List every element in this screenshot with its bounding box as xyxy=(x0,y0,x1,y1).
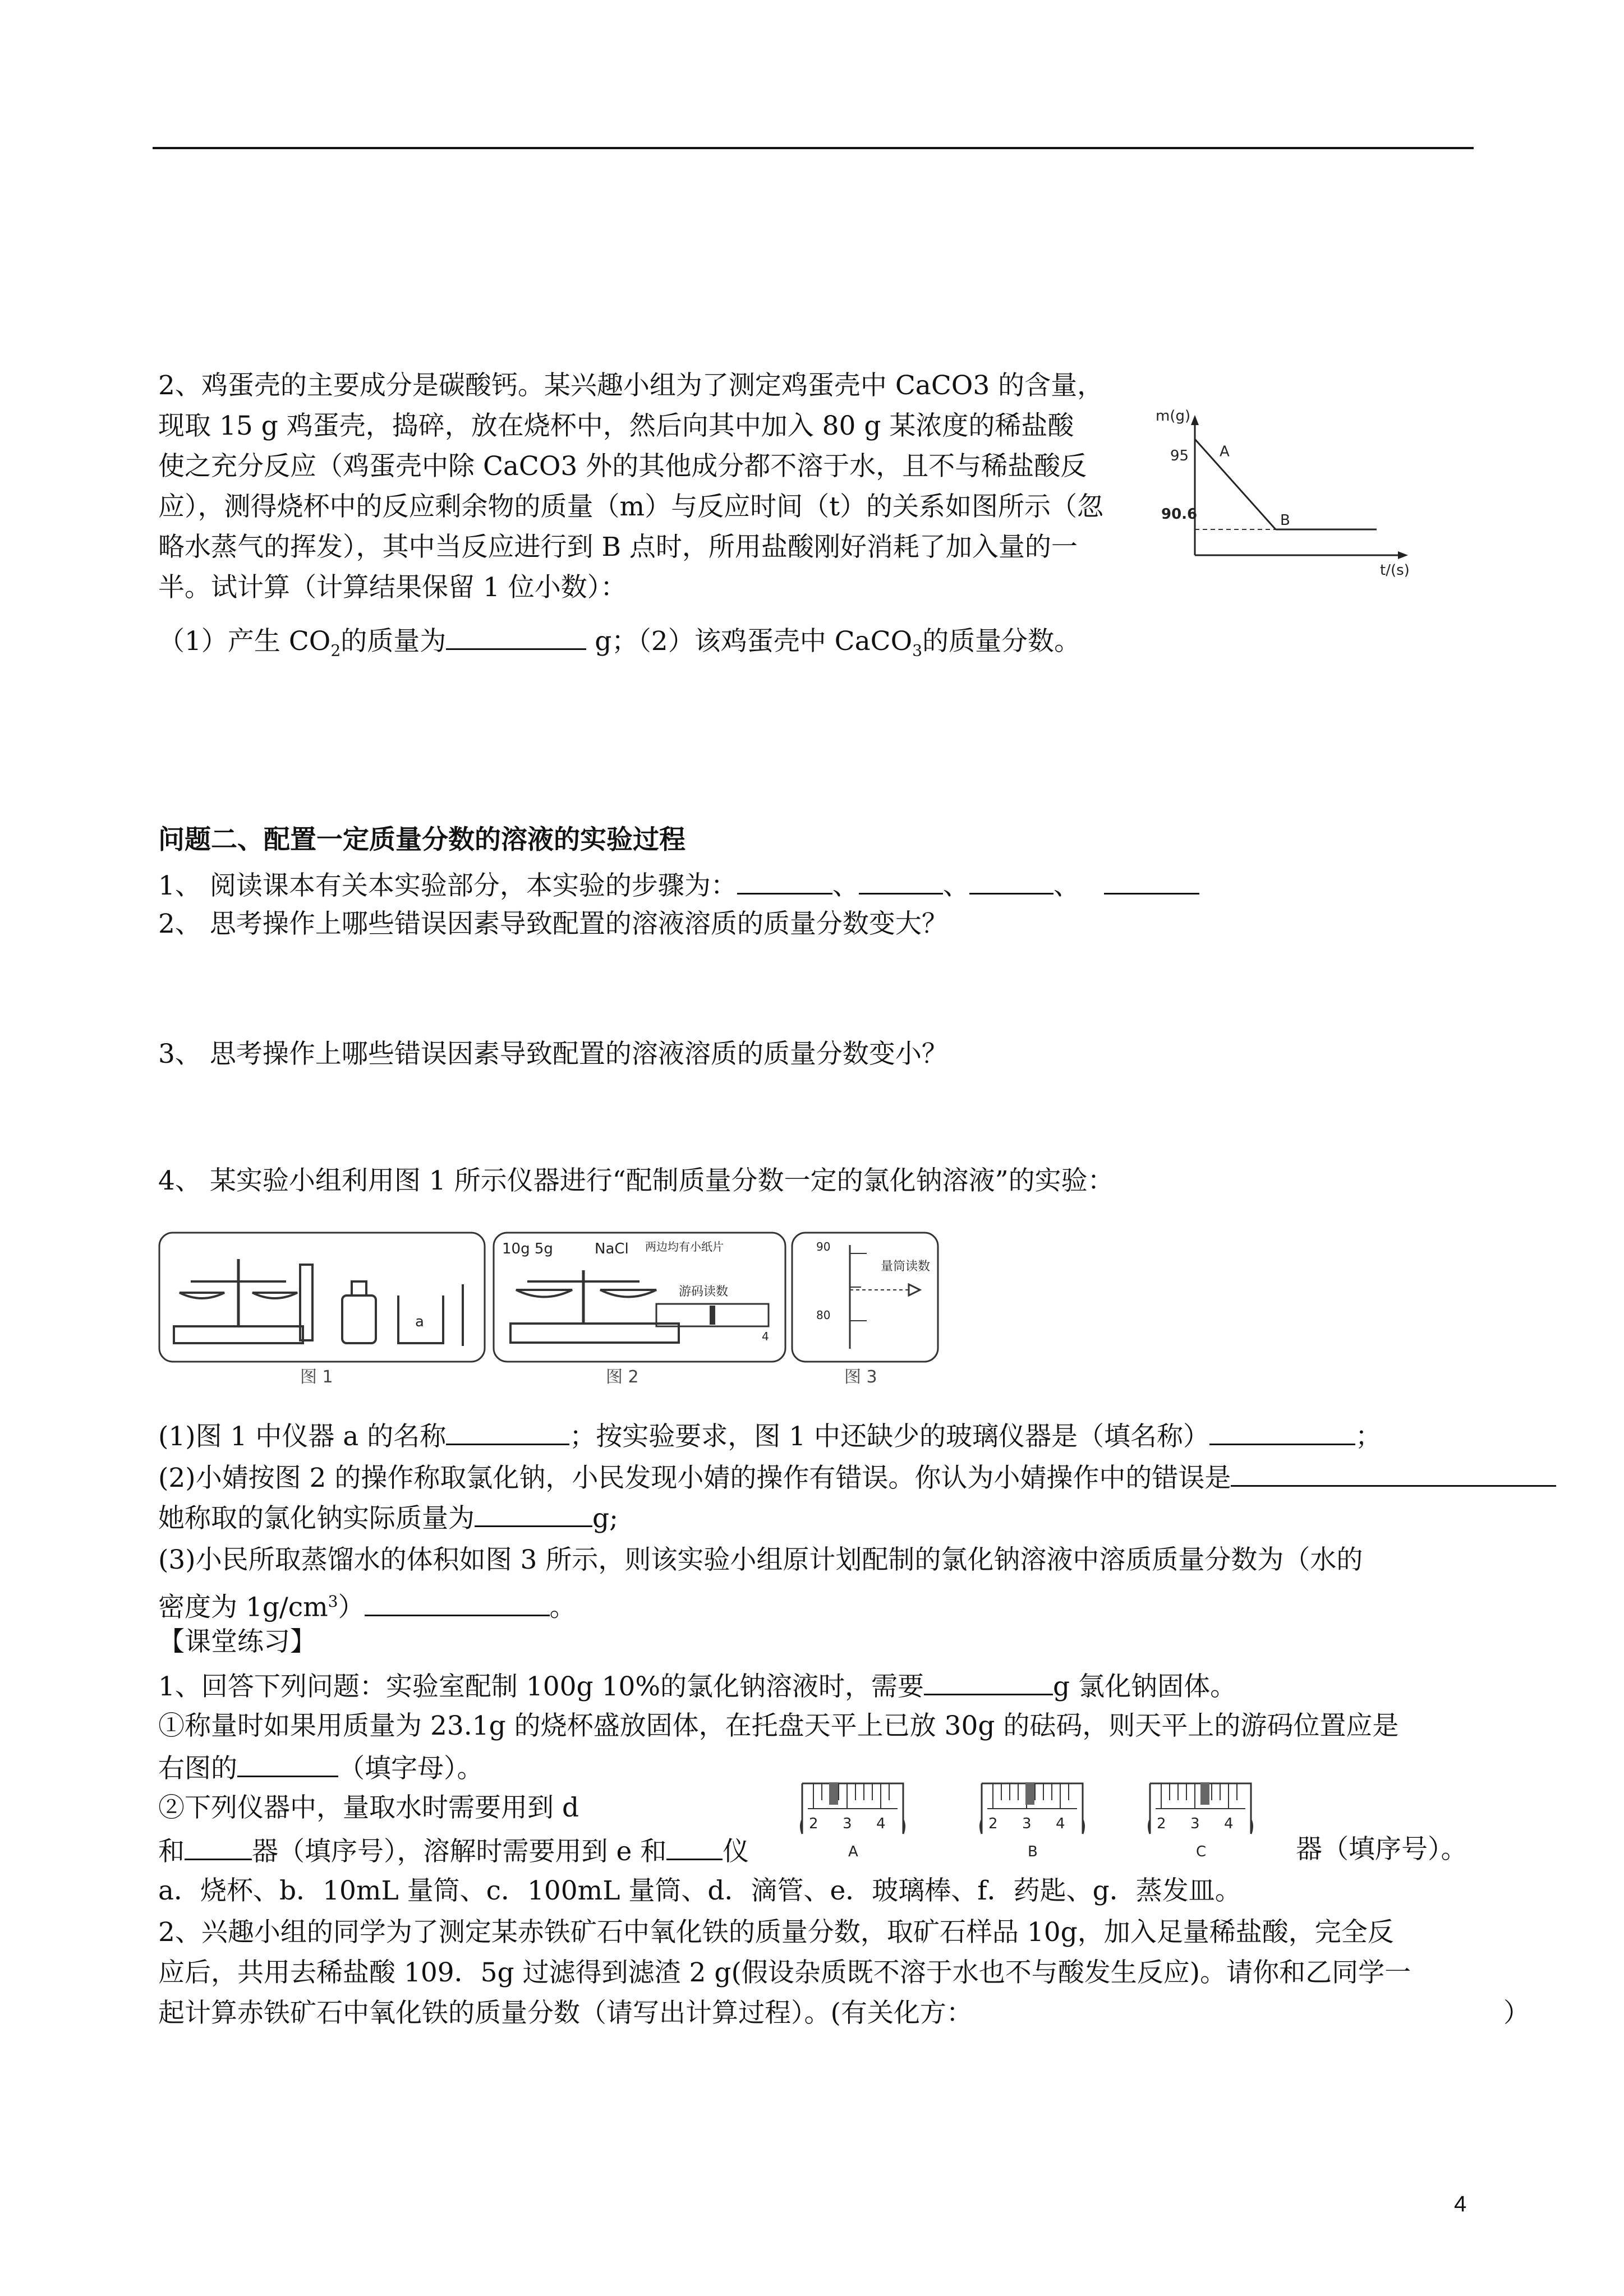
question-larger: 2、 思考操作上哪些错误因素导致配置的溶液溶质的质量分数变大？ xyxy=(158,909,948,939)
error-blank[interactable] xyxy=(1231,1460,1556,1487)
figure-1 xyxy=(159,1233,485,1387)
step-sep-2: 、 xyxy=(942,870,969,901)
practice-rider xyxy=(158,1751,484,1785)
instrument-char: 仪 xyxy=(723,1836,749,1867)
q4-p1-missing: ；按实验要求，图 1 中还缺少的玻璃仪器是（填名称） xyxy=(569,1421,1210,1452)
co2-mass-blank[interactable] xyxy=(446,624,586,650)
measure-instrument-blank[interactable] xyxy=(185,1834,252,1860)
and-label: 和 xyxy=(158,1836,185,1867)
practice-1 xyxy=(158,1669,1236,1703)
y-tick-95: 95 xyxy=(1170,448,1189,464)
figure-3-frame xyxy=(792,1233,938,1362)
weights-label: 10g 5g xyxy=(502,1241,553,1257)
y-axis-arrow xyxy=(1191,415,1199,425)
practice-2-line-2: 应后，共用去稀盐酸 109．5g 过滤得到滤渣 2 g(假设杂质既不溶于水也不与酸发生反应)。请你和乙同学一 xyxy=(158,1957,1411,1988)
eye-arrow-icon xyxy=(909,1284,920,1295)
q4-p3-density: 密度为 1g/cm xyxy=(158,1592,328,1623)
step-blank-3[interactable] xyxy=(969,868,1053,895)
ruler-c-label: C xyxy=(1196,1843,1207,1860)
figure-3 xyxy=(792,1233,938,1387)
q2-line-7 xyxy=(158,624,1080,666)
q2-line-6: 半。试计算（计算结果保留 1 位小数）： xyxy=(158,572,627,603)
nacl-label: NaCl xyxy=(595,1241,629,1257)
step-blank-1[interactable] xyxy=(737,868,832,895)
ruler-c-tick-4: 4 xyxy=(1224,1815,1234,1832)
question-smaller: 3、 思考操作上哪些错误因素导致配置的溶液溶质的质量分数变小？ xyxy=(158,1039,948,1069)
figure-3-caption: 图 3 xyxy=(844,1367,877,1387)
dissolve-instrument-blank[interactable] xyxy=(666,1834,723,1860)
dissolve-prompt: 器（填序号），溶解时需要用到 e 和 xyxy=(252,1836,667,1867)
q2-part2: g；（2）该鸡蛋壳中 CaCO xyxy=(586,626,913,657)
practice-instruments-end: 器（填序号）。 xyxy=(1296,1834,1467,1865)
missing-glassware-blank[interactable] xyxy=(1209,1419,1355,1445)
practice-2-close-paren: ） xyxy=(1503,1998,1530,2028)
balance-base-icon xyxy=(174,1326,303,1343)
practice-instruments: ②下列仪器中，量取水时需要用到 d xyxy=(158,1792,579,1823)
q4-part3b xyxy=(158,1586,576,1624)
ruler-b-tick-4: 4 xyxy=(1056,1815,1065,1832)
q4-p2-unit: g; xyxy=(592,1503,618,1534)
ruler-a-tick-3: 3 xyxy=(843,1815,852,1832)
experiment-intro: 4、 某实验小组利用图 1 所示仪器进行“配制质量分数一定的氯化钠溶液”的实验： xyxy=(158,1165,1114,1196)
page-number: 4 xyxy=(1454,2192,1467,2216)
actual-mass-blank[interactable] xyxy=(475,1501,592,1527)
cylinder-reading-label: 量筒读数 xyxy=(881,1260,931,1274)
ruler-b-tick-3: 3 xyxy=(1022,1815,1032,1832)
rider-reading-label: 游码读数 xyxy=(679,1285,729,1299)
point-a-label: A xyxy=(1220,443,1230,460)
q4-part2 xyxy=(158,1460,1556,1494)
figure-2-caption: 图 2 xyxy=(606,1367,639,1387)
q2-line-2: 现取 15 g 鸡蛋壳，捣碎，放在烧杯中，然后向其中加入 80 g 某浓度的稀盐酸 xyxy=(158,411,1074,441)
co2-subscript: 2 xyxy=(330,641,341,660)
step-blank-2[interactable] xyxy=(859,868,943,895)
ruler-c-tick-2: 2 xyxy=(1157,1815,1166,1832)
cylinder-scale-80: 80 xyxy=(816,1308,831,1322)
cylinder-scale-90: 90 xyxy=(816,1240,831,1253)
y-tick-90-6: 90.6 xyxy=(1161,506,1198,523)
step-blank-4[interactable] xyxy=(1104,868,1199,895)
q4-p1-prompt: (1)图 1 中仪器 a 的名称 xyxy=(158,1421,447,1452)
practice-2-line-1: 2、兴趣小组的同学为了测定某赤铁矿石中氧化铁的质量分数，取矿石样品 10g，加入足量稀盐酸，完全反 xyxy=(158,1917,1394,1948)
cm3-superscript: 3 xyxy=(328,1592,338,1611)
x-axis-arrow xyxy=(1398,551,1408,559)
apparatus-figures xyxy=(157,1228,942,1396)
rider-scale-4: 4 xyxy=(762,1330,769,1343)
ruler-c-tick-3: 3 xyxy=(1190,1815,1200,1832)
practice-rider-prompt: 右图的 xyxy=(158,1753,237,1784)
q2-part1: （1）产生 CO xyxy=(158,626,331,657)
point-b-label: B xyxy=(1280,512,1290,529)
practice-instruments-2 xyxy=(158,1834,749,1868)
ruler-a xyxy=(801,1782,905,1860)
practice-1-unit: g 氯化钠固体。 xyxy=(1053,1671,1237,1702)
figure-2 xyxy=(494,1233,785,1387)
q2-line-1: 2、鸡蛋壳的主要成分是碳酸钙。某兴趣小组为了测定鸡蛋壳中 CaCO3 的含量， xyxy=(158,370,1104,401)
practice-2-line-3: 起计算赤铁矿石中氧化铁的质量分数（请写出计算过程）。(有关化方： xyxy=(158,1998,973,2028)
q4-p3-paren: ） xyxy=(338,1592,365,1623)
nacl-mass-blank[interactable] xyxy=(924,1669,1053,1695)
practice-1-prompt: 1、回答下列问题：实验室配制 100g 10%的氯化钠溶液时，需要 xyxy=(158,1671,924,1702)
header-rule xyxy=(153,147,1474,149)
ruler-a-tick-2: 2 xyxy=(809,1815,818,1832)
line-a-to-b xyxy=(1195,439,1276,529)
practice-weighing: ①称量时如果用质量为 23.1g 的烧杯盛放固体，在托盘天平上已放 30g 的砝码，则天平上的游码位置应是 xyxy=(158,1711,1399,1741)
q2-line-4: 应），测得烧杯中的反应剩余物的质量（m）与反应时间（t）的关系如图所示（忽 xyxy=(158,491,1103,522)
steps-prompt: 1、 阅读课本有关本实验部分，本实验的步骤为： xyxy=(158,870,737,901)
q2-fraction-label: 的质量分数。 xyxy=(922,626,1081,657)
paper-note: 两边均有小纸片 xyxy=(645,1240,724,1253)
q2-line-3: 使之充分反应（鸡蛋壳中除 CaCO3 外的其他成分都不溶于水，且不与稀盐酸反 xyxy=(158,451,1087,482)
q4-part2b xyxy=(158,1501,618,1534)
ruler-b-tick-2: 2 xyxy=(988,1815,998,1832)
ruler-a-tick-4: 4 xyxy=(876,1815,886,1832)
x-axis-label: t/(s) xyxy=(1380,562,1410,579)
q4-part3: (3)小民所取蒸馏水的体积如图 3 所示，则该实验小组原计划配制的氯化钠溶液中溶质质量分数为（水的 xyxy=(158,1545,1363,1575)
q2-line-5: 略水蒸气的挥发），其中当反应进行到 B 点时，所用盐酸刚好消耗了加入量的一 xyxy=(158,532,1078,563)
step-sep-1: 、 xyxy=(832,870,859,901)
ruler-c xyxy=(1149,1782,1253,1860)
caco3-subscript: 3 xyxy=(912,641,923,660)
y-axis-label: m(g) xyxy=(1156,408,1191,425)
practice-title: 【课堂练习】 xyxy=(158,1626,316,1657)
instrument-name-blank[interactable] xyxy=(446,1419,569,1445)
rider-rulers xyxy=(797,1778,1273,1862)
ruler-b xyxy=(981,1782,1084,1860)
section-title: 问题二、配置一定质量分数的溶液的实验过程 xyxy=(158,824,686,855)
steps-line xyxy=(158,868,1199,902)
q2-mass-label: 的质量为 xyxy=(341,626,447,657)
q4-p2-mass: 她称取的氯化钠实际质量为 xyxy=(158,1503,475,1534)
ruler-a-label: A xyxy=(848,1843,858,1860)
q4-p1-end: ； xyxy=(1355,1421,1382,1452)
practice-rider-hint: （填字母）。 xyxy=(338,1753,484,1784)
reagent-bottle-icon xyxy=(342,1295,376,1343)
q4-part1 xyxy=(158,1419,1382,1453)
q4-p3-end: 。 xyxy=(549,1592,576,1623)
balance-icon xyxy=(510,1324,679,1343)
rider-letter-blank[interactable] xyxy=(237,1751,338,1777)
step-sep-3: 、 xyxy=(1053,870,1088,901)
mass-fraction-blank[interactable] xyxy=(365,1590,550,1616)
ruler-b-label: B xyxy=(1028,1843,1038,1860)
q4-p2-prompt: (2)小婧按图 2 的操作称取氯化钠，小民发现小婧的操作有错误。你认为小婧操作中的错误是 xyxy=(158,1463,1231,1493)
instrument-list: a．烧杯、b．10mL 量筒、c．100mL 量筒、d．滴管、e．玻璃棒、f．药匙、g．蒸发皿。 xyxy=(158,1875,1241,1906)
figure-1-caption: 图 1 xyxy=(300,1367,333,1387)
mass-time-chart xyxy=(1144,404,1414,583)
instrument-a-label: a xyxy=(415,1313,424,1330)
